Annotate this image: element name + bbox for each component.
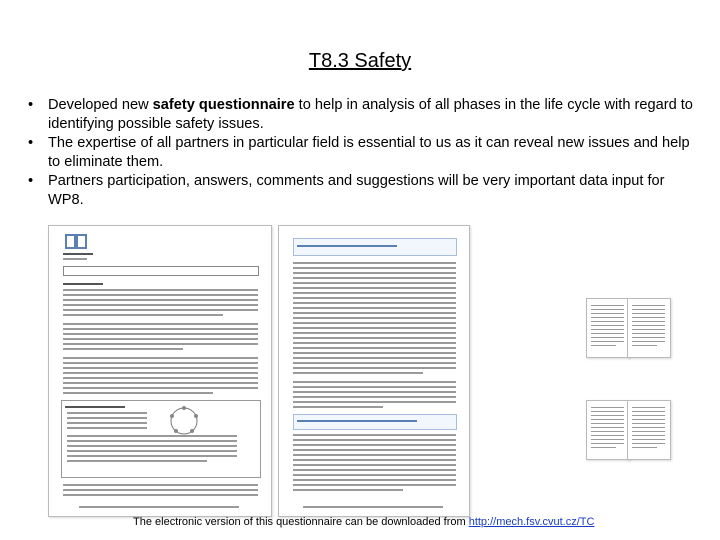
bullet-bold-text: safety questionnaire: [152, 97, 295, 113]
questionnaire-page-6-thumbnail: [627, 400, 671, 460]
questionnaire-page-4-thumbnail: [627, 298, 671, 358]
questionnaire-page-5-thumbnail: [586, 400, 630, 460]
lifecycle-diagram-icon: [159, 404, 209, 438]
logo-icon: [65, 234, 87, 250]
bullet-marker: •: [28, 135, 34, 151]
footer-note: [133, 516, 594, 528]
bullet-list: [28, 96, 698, 210]
download-link[interactable]: http://mech.fsv.cvut.cz/TC: [468, 516, 595, 528]
bullet-marker: •: [28, 97, 34, 113]
questionnaire-page-2-thumbnail: [278, 225, 470, 517]
bullet-item: • The expertise of all partners in particular field is essential to us as it can reveal new issues and help to eliminate them.: [28, 135, 690, 170]
footer-text: The electronic version of this questionnaire can be downloaded from: [133, 516, 469, 528]
questionnaire-page-1-thumbnail: [48, 225, 272, 517]
slide-title: T8.3 Safety: [308, 50, 412, 72]
bullet-item: • Partners participation, answers, comments and suggestions will be very important data input for WP8.: [28, 173, 665, 208]
bullet-item: • Developed new safety questionnaire to help in analysis of all phases in the life cycle with regard to identifying possible safety issues.: [28, 97, 693, 132]
questionnaire-page-3-thumbnail: [586, 298, 630, 358]
bullet-marker: •: [28, 173, 34, 189]
